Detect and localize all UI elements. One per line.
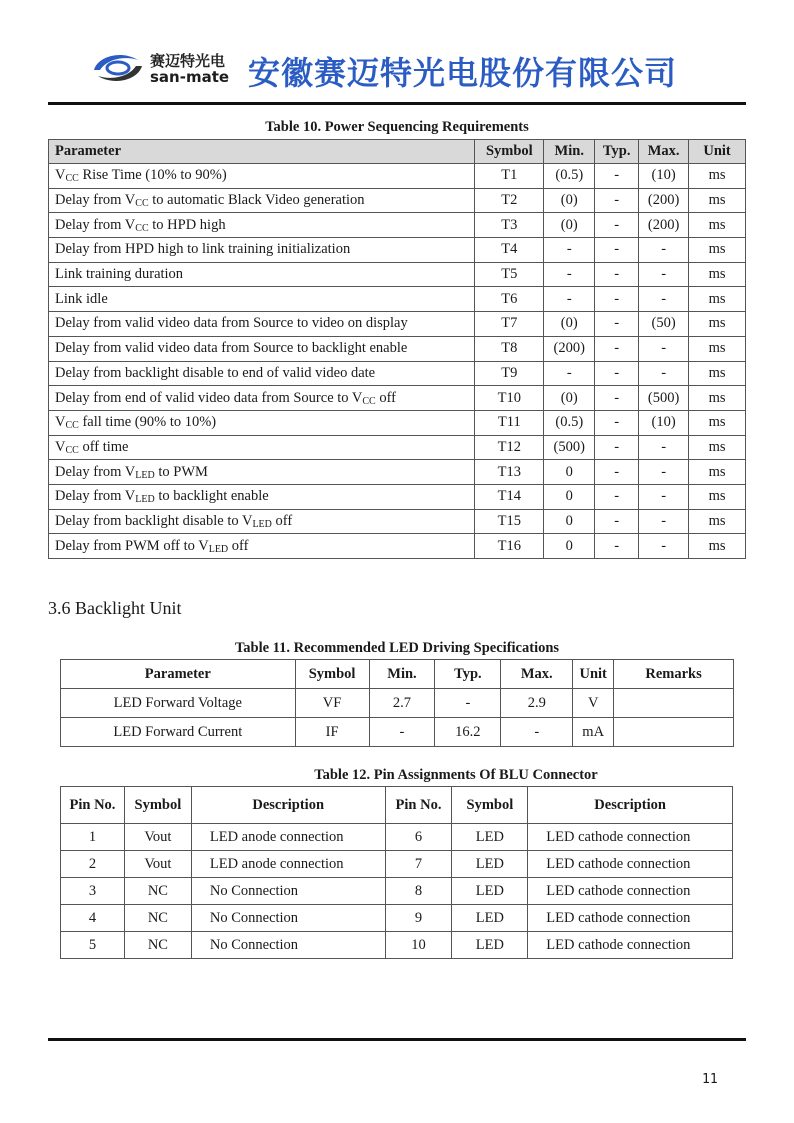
unit-cell: ms — [689, 386, 746, 411]
min-cell: (200) — [544, 336, 595, 361]
parameter-cell: Delay from valid video data from Source to backlight enable — [49, 336, 475, 361]
table11-caption: Table 11. Recommended LED Driving Specifications — [234, 640, 560, 656]
cell: LED anode connection — [191, 824, 385, 851]
cell: mA — [573, 718, 614, 747]
min-cell: (0) — [544, 312, 595, 337]
cell: No Connection — [191, 932, 385, 959]
typ-cell: - — [595, 262, 639, 287]
table-row — [61, 905, 733, 932]
cell: LED Forward Current — [61, 718, 296, 747]
cell: 9 — [385, 905, 452, 932]
cell: NC — [124, 905, 191, 932]
page-number: 11 — [702, 1072, 718, 1087]
max-cell: (200) — [639, 188, 689, 213]
cell: LED anode connection — [191, 851, 385, 878]
header-cell: Pin No. — [385, 787, 452, 824]
table-row — [49, 410, 746, 435]
blu-pin-assignment-table — [60, 786, 733, 959]
typ-cell: - — [595, 213, 639, 238]
table-row — [49, 188, 746, 213]
typ-cell: - — [595, 410, 639, 435]
cell: 2 — [61, 851, 125, 878]
table-row — [49, 361, 746, 386]
max-cell: - — [639, 262, 689, 287]
max-cell: - — [639, 484, 689, 509]
typ-cell: - — [595, 509, 639, 534]
table-row — [49, 460, 746, 485]
typ-cell: - — [595, 534, 639, 559]
table-row — [61, 718, 734, 747]
min-cell: 0 — [544, 460, 595, 485]
max-cell: (10) — [639, 164, 689, 189]
table-row — [49, 336, 746, 361]
symbol-cell: T9 — [475, 361, 544, 386]
cell: NC — [124, 932, 191, 959]
parameter-cell: Delay from $V_{CC}$ to HPD high — [49, 213, 475, 238]
unit-cell: ms — [689, 410, 746, 435]
unit-cell: ms — [689, 188, 746, 213]
typ-cell: - — [595, 386, 639, 411]
unit-cell: ms — [689, 435, 746, 460]
parameter-cell: Delay from end of valid video data from Source to $V_{CC}$ off — [49, 386, 475, 411]
cell: 2.9 — [501, 689, 573, 718]
typ-cell: - — [595, 287, 639, 312]
unit-cell: ms — [689, 312, 746, 337]
cell: Vout — [124, 851, 191, 878]
cell: 4 — [61, 905, 125, 932]
typ-cell: - — [595, 336, 639, 361]
parameter-cell: $V_{CC}$ off time — [49, 435, 475, 460]
typ-cell: - — [595, 361, 639, 386]
table-row — [61, 689, 734, 718]
company-name: 安徽赛迈特光电股份有限公司 — [248, 54, 678, 92]
min-cell: (0.5) — [544, 410, 595, 435]
min-cell: 0 — [544, 484, 595, 509]
cell: 5 — [61, 932, 125, 959]
min-cell: (0) — [544, 386, 595, 411]
symbol-cell: T1 — [475, 164, 544, 189]
led-driving-table — [60, 659, 734, 747]
cell: 8 — [385, 878, 452, 905]
symbol-cell: T13 — [475, 460, 544, 485]
cell: Vout — [124, 824, 191, 851]
parameter-cell: Delay from $V_{CC}$ to automatic Black Video generation — [49, 188, 475, 213]
unit-cell: ms — [689, 509, 746, 534]
typ-cell: - — [595, 484, 639, 509]
unit-cell: ms — [689, 262, 746, 287]
table-row — [61, 932, 733, 959]
cell: - — [501, 718, 573, 747]
header-cell: Unit — [689, 140, 746, 164]
unit-cell: ms — [689, 484, 746, 509]
cell: 1 — [61, 824, 125, 851]
table-row — [49, 386, 746, 411]
cell: LED — [452, 851, 528, 878]
min-cell: 0 — [544, 534, 595, 559]
max-cell: (200) — [639, 213, 689, 238]
max-cell: - — [639, 361, 689, 386]
max-cell: - — [639, 435, 689, 460]
unit-cell: ms — [689, 164, 746, 189]
header-divider — [48, 102, 746, 105]
san-mate-logo-icon — [88, 48, 148, 88]
table-row — [49, 262, 746, 287]
min-cell: (0.5) — [544, 164, 595, 189]
power-sequencing-table — [48, 139, 746, 559]
symbol-cell: T6 — [475, 287, 544, 312]
symbol-cell: T11 — [475, 410, 544, 435]
cell: No Connection — [191, 905, 385, 932]
min-cell: - — [544, 287, 595, 312]
header-cell: Symbol — [475, 140, 544, 164]
table-row — [49, 164, 746, 189]
cell: 3 — [61, 878, 125, 905]
header-cell: Min. — [369, 660, 435, 689]
unit-cell: ms — [689, 213, 746, 238]
cell: LED — [452, 932, 528, 959]
table-header-row — [61, 787, 733, 824]
parameter-cell: Link training duration — [49, 262, 475, 287]
header-cell: Typ. — [435, 660, 501, 689]
cell: - — [369, 718, 435, 747]
header-cell: Symbol — [295, 660, 369, 689]
parameter-cell: Delay from $V_{LED}$ to backlight enable — [49, 484, 475, 509]
cell — [614, 689, 734, 718]
cell: LED — [452, 824, 528, 851]
cell: 7 — [385, 851, 452, 878]
unit-cell: ms — [689, 336, 746, 361]
cell: 10 — [385, 932, 452, 959]
min-cell: - — [544, 361, 595, 386]
header-cell: Min. — [544, 140, 595, 164]
table-row — [49, 484, 746, 509]
cell: LED cathode connection — [528, 905, 733, 932]
header-cell: Max. — [501, 660, 573, 689]
symbol-cell: T16 — [475, 534, 544, 559]
cell: 2.7 — [369, 689, 435, 718]
cell: V — [573, 689, 614, 718]
brand-chinese: 赛迈特光电 — [150, 52, 226, 70]
typ-cell: - — [595, 435, 639, 460]
header-cell: Description — [528, 787, 733, 824]
table-row — [49, 238, 746, 263]
table-row — [49, 509, 746, 534]
parameter-cell: Delay from PWM off to $V_{LED}$ off — [49, 534, 475, 559]
cell: LED Forward Voltage — [61, 689, 296, 718]
cell: VF — [295, 689, 369, 718]
cell: NC — [124, 878, 191, 905]
unit-cell: ms — [689, 361, 746, 386]
unit-cell: ms — [689, 287, 746, 312]
max-cell: - — [639, 534, 689, 559]
parameter-cell: $V_{CC}$ Rise Time (10% to 90%) — [49, 164, 475, 189]
typ-cell: - — [595, 188, 639, 213]
max-cell: (50) — [639, 312, 689, 337]
parameter-cell: Link idle — [49, 287, 475, 312]
typ-cell: - — [595, 312, 639, 337]
header-cell: Description — [191, 787, 385, 824]
symbol-cell: T14 — [475, 484, 544, 509]
symbol-cell: T4 — [475, 238, 544, 263]
unit-cell: ms — [689, 534, 746, 559]
table-row — [61, 878, 733, 905]
max-cell: - — [639, 460, 689, 485]
cell: LED — [452, 878, 528, 905]
min-cell: (0) — [544, 188, 595, 213]
parameter-cell: Delay from backlight disable to $V_{LED}$ off — [49, 509, 475, 534]
header-cell: Remarks — [614, 660, 734, 689]
typ-cell: - — [595, 164, 639, 189]
symbol-cell: T15 — [475, 509, 544, 534]
header-cell: Typ. — [595, 140, 639, 164]
section-title: 3.6 Backlight Unit — [48, 598, 182, 618]
header-cell: Symbol — [452, 787, 528, 824]
cell: LED cathode connection — [528, 878, 733, 905]
table10-caption: Table 10. Power Sequencing Requirements — [265, 119, 529, 135]
parameter-cell: Delay from $V_{LED}$ to PWM — [49, 460, 475, 485]
header-cell: Pin No. — [61, 787, 125, 824]
unit-cell: ms — [689, 238, 746, 263]
max-cell: (10) — [639, 410, 689, 435]
symbol-cell: T10 — [475, 386, 544, 411]
min-cell: (0) — [544, 213, 595, 238]
symbol-cell: T8 — [475, 336, 544, 361]
cell — [614, 718, 734, 747]
cell: LED — [452, 905, 528, 932]
header-cell: Unit — [573, 660, 614, 689]
table-row — [49, 287, 746, 312]
header-cell: Max. — [639, 140, 689, 164]
min-cell: 0 — [544, 509, 595, 534]
max-cell: - — [639, 238, 689, 263]
header-cell: Symbol — [124, 787, 191, 824]
symbol-cell: T2 — [475, 188, 544, 213]
cell: LED cathode connection — [528, 824, 733, 851]
max-cell: - — [639, 509, 689, 534]
cell: LED cathode connection — [528, 851, 733, 878]
symbol-cell: T12 — [475, 435, 544, 460]
min-cell: (500) — [544, 435, 595, 460]
max-cell: (500) — [639, 386, 689, 411]
table-header-row — [61, 660, 734, 689]
cell: 16.2 — [435, 718, 501, 747]
cell: No Connection — [191, 878, 385, 905]
parameter-cell: Delay from valid video data from Source to video on display — [49, 312, 475, 337]
table12-caption: Table 12. Pin Assignments Of BLU Connector — [314, 767, 598, 783]
footer-divider — [48, 1038, 746, 1041]
brand-english: san-mate — [150, 68, 230, 86]
max-cell: - — [639, 336, 689, 361]
typ-cell: - — [595, 460, 639, 485]
parameter-cell: $V_{CC}$ fall time (90% to 10%) — [49, 410, 475, 435]
table-row — [49, 534, 746, 559]
table-row — [61, 824, 733, 851]
min-cell: - — [544, 238, 595, 263]
parameter-cell: Delay from backlight disable to end of valid video date — [49, 361, 475, 386]
table-header-row — [49, 140, 746, 164]
parameter-cell: Delay from HPD high to link training initialization — [49, 238, 475, 263]
symbol-cell: T3 — [475, 213, 544, 238]
table-row — [61, 851, 733, 878]
cell: LED cathode connection — [528, 932, 733, 959]
table-row — [49, 435, 746, 460]
cell: 6 — [385, 824, 452, 851]
min-cell: - — [544, 262, 595, 287]
typ-cell: - — [595, 238, 639, 263]
cell: IF — [295, 718, 369, 747]
header-cell: Parameter — [49, 140, 475, 164]
cell: - — [435, 689, 501, 718]
table-row — [49, 213, 746, 238]
header-cell: Parameter — [61, 660, 296, 689]
table-row — [49, 312, 746, 337]
unit-cell: ms — [689, 460, 746, 485]
symbol-cell: T5 — [475, 262, 544, 287]
symbol-cell: T7 — [475, 312, 544, 337]
max-cell: - — [639, 287, 689, 312]
